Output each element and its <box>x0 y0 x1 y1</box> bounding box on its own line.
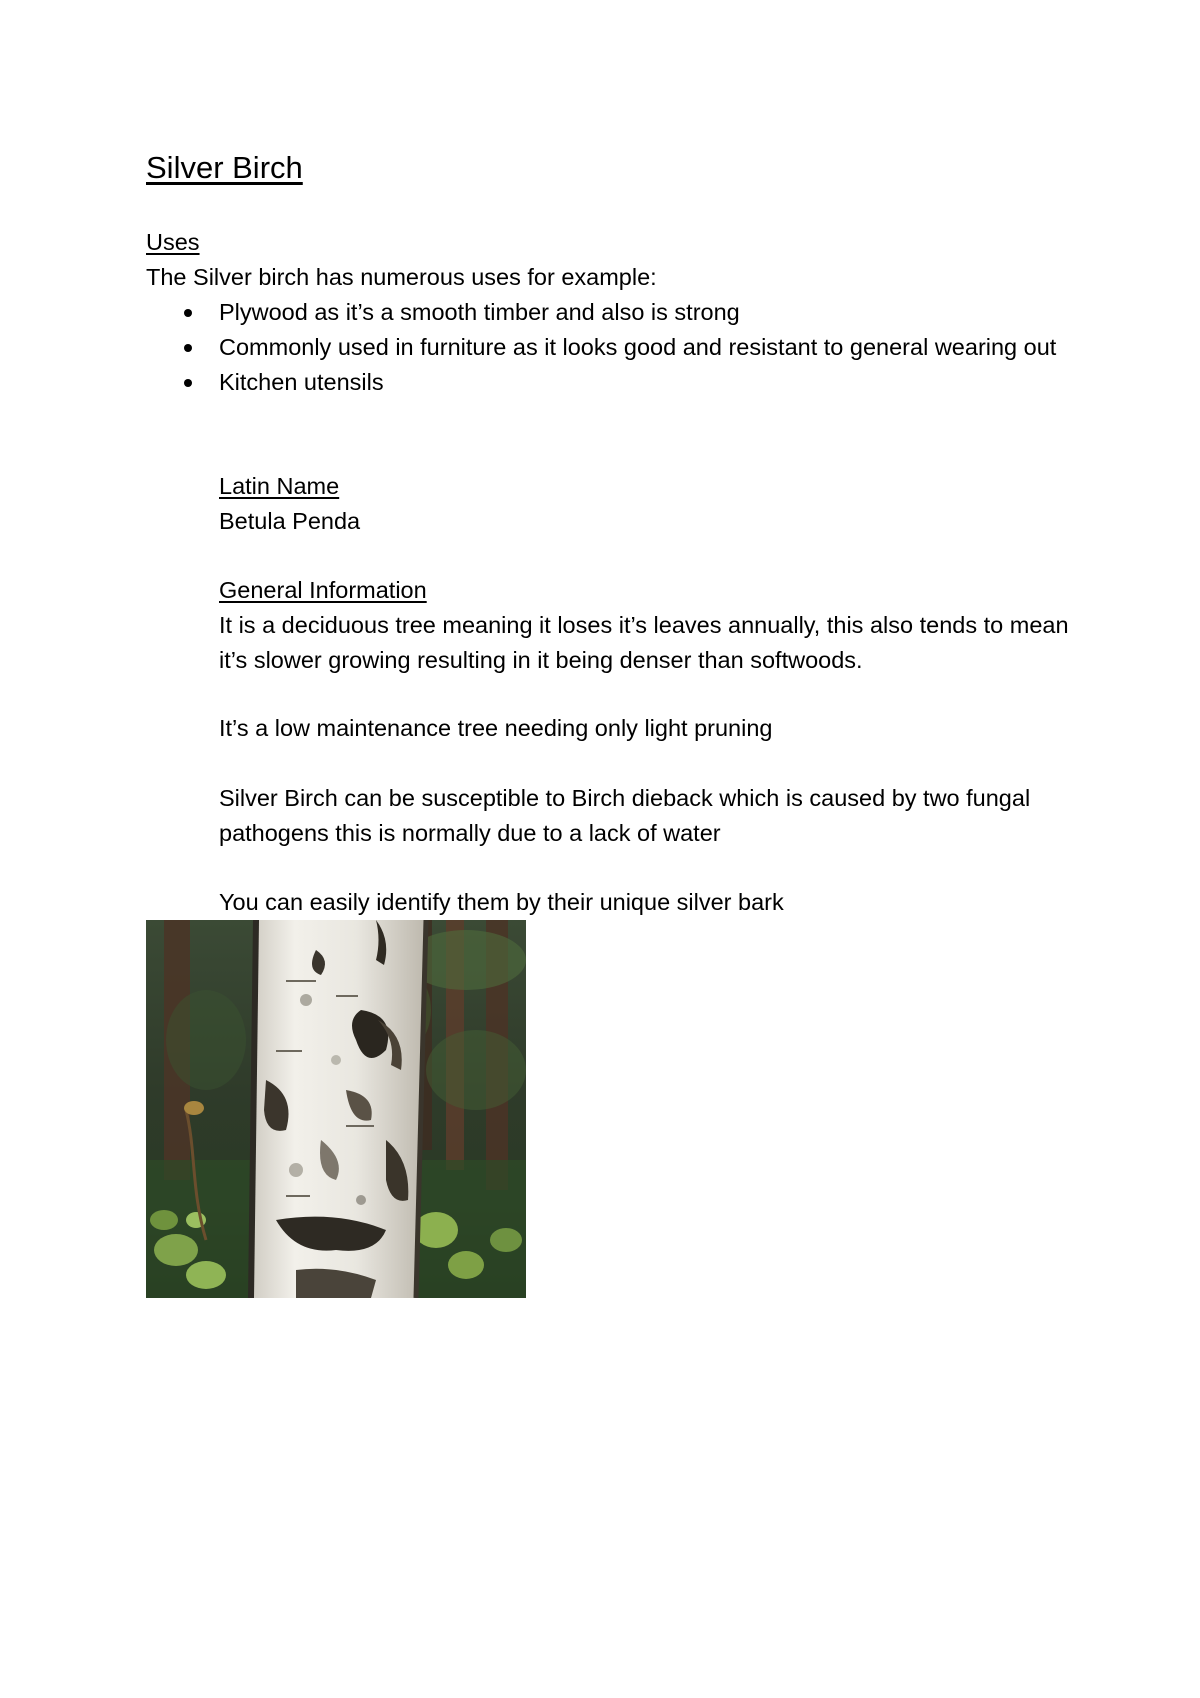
uses-intro: The Silver birch has numerous uses for example: <box>146 264 657 290</box>
list-item <box>146 295 1076 330</box>
dieback-section <box>219 781 1099 851</box>
birch-bark-illustration <box>146 920 526 1298</box>
general-paragraph-identify: You can easily identify them by their unique silver bark <box>219 889 784 915</box>
list-item <box>146 330 1076 365</box>
latin-name-value: Betula Penda <box>219 508 361 534</box>
general-paragraph-maintenance: It’s a low maintenance tree needing only light pruning <box>219 715 773 741</box>
birch-bark-photo <box>146 920 526 1298</box>
latin-name-section <box>219 469 1099 539</box>
uses-item-text: Commonly used in furniture as it looks good and resistant to general wearing out <box>219 334 1057 360</box>
document-title: Silver Birch <box>146 150 303 185</box>
identify-section <box>219 885 1099 920</box>
latin-name-heading: Latin Name <box>219 473 340 499</box>
uses-item-text: Kitchen utensils <box>219 369 384 395</box>
uses-list <box>146 295 1076 400</box>
general-paragraph-dieback: Silver Birch can be susceptible to Birch dieback which is caused by two fungal pathogens this is normally due to a lack of water <box>219 785 1031 846</box>
uses-section <box>146 225 1076 400</box>
general-information-heading: General Information <box>219 577 427 603</box>
uses-heading: Uses <box>146 229 200 255</box>
general-information-section <box>219 573 1099 678</box>
bullet-icon <box>184 379 192 387</box>
bullet-icon <box>184 309 192 317</box>
list-item <box>146 365 1076 400</box>
bullet-icon <box>184 344 192 352</box>
maintenance-section <box>219 711 1099 746</box>
general-paragraph-deciduous: It is a deciduous tree meaning it loses it’s leaves annually, this also tends to mean it’s slower growing resulting in it being denser than softwoods. <box>219 612 1069 673</box>
uses-item-text: Plywood as it’s a smooth timber and also is strong <box>219 299 740 325</box>
